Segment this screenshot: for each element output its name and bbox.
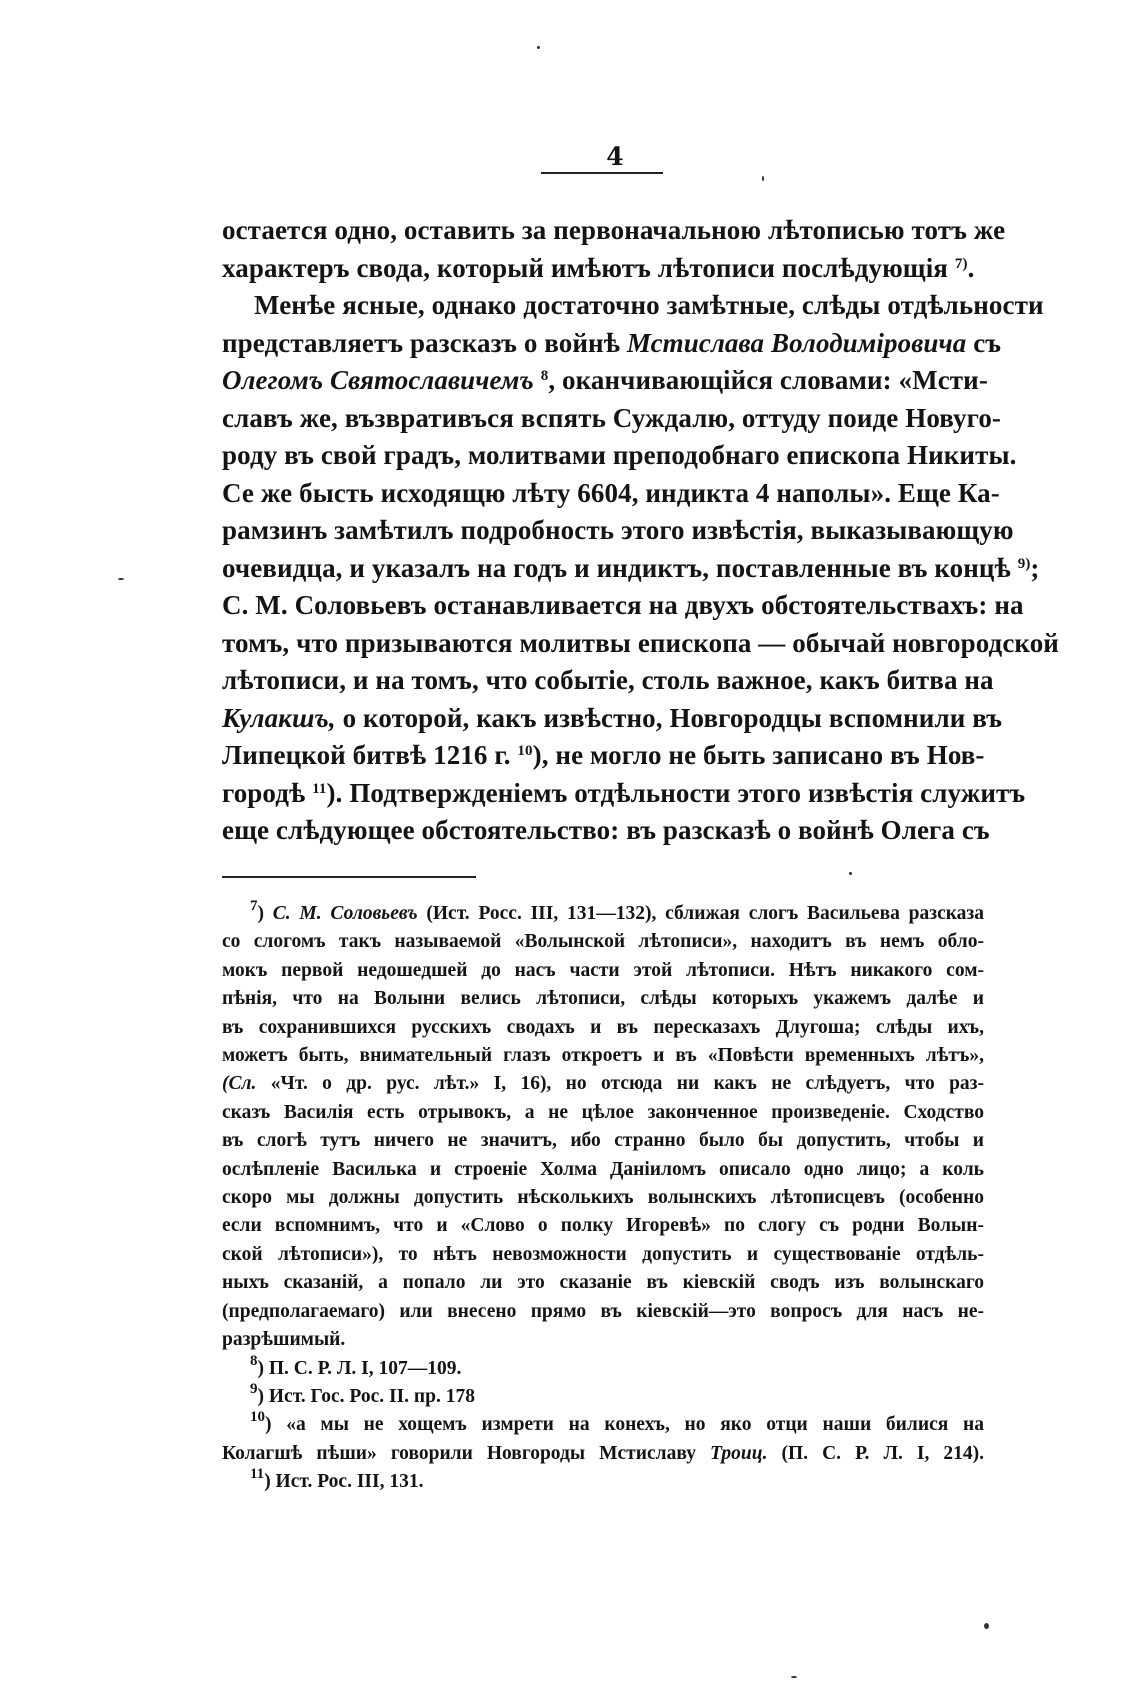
- footnote-text: ) Ист. Гос. Рос. II. пр. 178: [257, 1385, 475, 1407]
- text-line: рамзинъ замѣтилъ подробность этого извѣстія, выказывающую: [222, 515, 1014, 545]
- footnote-line: можетъ быть, внимательный глазъ откроетъ и въ «Повѣсти временныхъ лѣтъ»,: [222, 1045, 984, 1067]
- text-line: [222, 362, 988, 400]
- text-segment: Липецкой битвѣ 1216 г.: [222, 740, 511, 770]
- footnote-line: [222, 1070, 984, 1098]
- text-segment: ). Подтвержденіемъ отдѣльности этого извѣстія служитъ: [326, 777, 1026, 808]
- scan-speck: [118, 578, 124, 580]
- footnote-text: «Чт. о др. рус. лѣт.» I, 16), но отсюда ни какъ не слѣдуетъ, что раз-: [270, 1073, 985, 1095]
- footnote-9: [222, 1380, 984, 1411]
- footnote-line: мокъ первой недошедшей до насъ части этой лѣтописи. Нѣтъ никакого сом-: [222, 959, 984, 981]
- footnote-rule: [222, 876, 476, 878]
- footnote-line: если вспомнимъ, что и «Слово о полку Игоревѣ» по слогу съ родни Волын-: [222, 1215, 984, 1237]
- text-line: роду въ свой градъ, молитвами преподобнаго епископа Никиты.: [222, 440, 1017, 470]
- footnote-text: ) П. С. Р. Л. I, 107—109.: [257, 1357, 462, 1379]
- text-line: характеръ свода, который имѣютъ лѣтописи послѣдующія $^{7)}$.: [222, 252, 975, 283]
- author-name: С. М. Соловьевъ: [272, 903, 418, 924]
- footnote-line: пѣнія, что на Волыни велись лѣтописи, слѣды которыхъ укажемъ далѣе и: [222, 988, 984, 1010]
- footnotes: [222, 900, 984, 1497]
- text-segment: характеръ свода, который имѣютъ лѣтописи послѣдующія: [222, 252, 949, 283]
- main-text: [222, 212, 1059, 850]
- footnote-line: [222, 1440, 984, 1468]
- text-line: остается одно, оставить за первоначальною лѣтописью тотъ же: [222, 215, 1006, 245]
- abbrev: (Сл.: [222, 1073, 257, 1095]
- footnote-text: ) «а мы не хощемъ измрети на конехъ, но яко отци наши билися на: [265, 1414, 984, 1436]
- place-name: Кулакшъ,: [222, 702, 336, 733]
- footnote-ref: 10: [517, 743, 533, 759]
- scan-speck: [984, 1623, 989, 1629]
- footnote-line: со слогомъ такъ называемой «Волынской лѣтописи», находитъ въ немъ обло-: [222, 931, 984, 953]
- text-segment: ), не могло не быть записано въ Нов-: [532, 740, 985, 770]
- page-number: 4: [606, 142, 624, 171]
- text-line: славъ же, възвративъся вспять Суждалю, оттуду поиде Новуго-: [222, 402, 1002, 433]
- text-line: Се же бысть исходящю лѣту 6604, индикта 4 наполы». Еще Ка-: [222, 477, 1000, 508]
- footnote-ref: 7): [954, 255, 968, 272]
- footnote-text: (Ист. Росс. III, 131—132), сближая слогъ Васильева разсказа: [426, 903, 985, 924]
- footnote-mark: 7: [250, 898, 258, 914]
- person-name: Мстислава Володиміровича: [626, 327, 967, 358]
- footnote-ref: 11: [312, 780, 327, 797]
- scan-speck: [849, 872, 852, 875]
- footnote-mark: 10: [250, 1409, 265, 1426]
- person-name: Олегомъ Святославичемъ: [222, 365, 534, 395]
- footnote-mark: 11: [250, 1466, 265, 1483]
- text-line: С. М. Соловьевъ останавливается на двухъ обстоятельствахъ: на: [222, 590, 1024, 620]
- page-number-rule: [541, 172, 663, 174]
- text-line: томъ, что призываются молитвы епископа — обычай новгородской: [222, 627, 1059, 658]
- footnote-ref: 8: [540, 368, 549, 384]
- footnote-ref: 9): [1017, 555, 1031, 572]
- text-segment: очевидца, и указалъ на годъ и индиктъ, поставленные въ концѣ: [222, 552, 1011, 583]
- footnote-11: [222, 1468, 984, 1496]
- text-line: [222, 550, 1040, 588]
- text-segment: о которой, какъ извѣстно, Новгородцы вспомнили въ: [342, 702, 1003, 733]
- text-line: [222, 325, 1002, 363]
- footnote-line: въ слогѣ тутъ ничего не значитъ, ибо странно было бы допустить, чтобы и: [222, 1130, 984, 1152]
- footnote-line: (предполагаемаго) или внесено прямо въ кіевскій—это вопросъ для насъ не-: [222, 1300, 984, 1322]
- footnote-line: въ сохранившихся русскихъ сводахъ и въ пересказахъ Длугоша; слѣды ихъ,: [222, 1016, 984, 1038]
- footnote-mark: 9: [250, 1380, 258, 1397]
- footnote-8: [222, 1352, 984, 1383]
- footnote-line: сказъ Василія есть отрывокъ, а не цѣлое законченное произведеніе. Сходство: [222, 1101, 984, 1123]
- scan-speck: [537, 46, 540, 49]
- footnote-line: разрѣшимый.: [222, 1329, 346, 1351]
- text-segment: представляетъ разсказъ о войнѣ: [222, 327, 620, 358]
- text-line: [222, 700, 1003, 738]
- text-segment: городѣ: [222, 777, 306, 808]
- footnote-10: [222, 1411, 984, 1439]
- scan-speck: [762, 176, 764, 181]
- text-segment: съ: [973, 327, 1002, 358]
- footnote-7: $^7$) С. М. Соловьевъ (Ист. Росс. III, 131—132), сближая слогъ Васильева разсказа: [250, 898, 985, 924]
- text-line: еще слѣдующее обстоятельство: въ разсказѣ о войнѣ Олега съ: [222, 815, 990, 845]
- text-segment: , оканчивающійся словами: «Мсти-: [548, 365, 988, 395]
- footnote-line: скоро мы должны допустить нѣсколькихъ волынскихъ лѣтописцевъ (особенно: [222, 1187, 984, 1209]
- footnote-line: ослѣпленіе Василька и строеніе Холма Даніиломъ описало одно лицо; а коль: [222, 1158, 984, 1180]
- text-line: Менѣе ясные, однако достаточно замѣтные, слѣды отдѣльности: [254, 290, 1044, 320]
- footnote-text: ) Ист. Рос. III, 131.: [264, 1471, 424, 1493]
- text-line: [222, 775, 1026, 813]
- footnote-text: Колагшѣ пѣши» говорили Новгороды Мстиславу: [222, 1442, 696, 1464]
- footnote-text: (П. С. Р. Л. I, 214).: [781, 1442, 984, 1464]
- text-line: [222, 737, 984, 775]
- abbrev: Троиц.: [709, 1442, 768, 1464]
- text-line: лѣтописи, и на томъ, что событіе, столь важное, какъ битва на: [222, 665, 994, 695]
- footnote-line: ныхъ сказаній, а попало ли это сказаніе въ кіевскій сводъ изъ волынскаго: [222, 1272, 984, 1294]
- text-segment: ;: [1030, 552, 1040, 583]
- footnote-line: ской лѣтописи»), то нѣтъ невозможности допустить и существованіе отдѣль-: [222, 1243, 984, 1265]
- footnote-mark: 8: [250, 1352, 258, 1369]
- scan-speck: [791, 1676, 797, 1678]
